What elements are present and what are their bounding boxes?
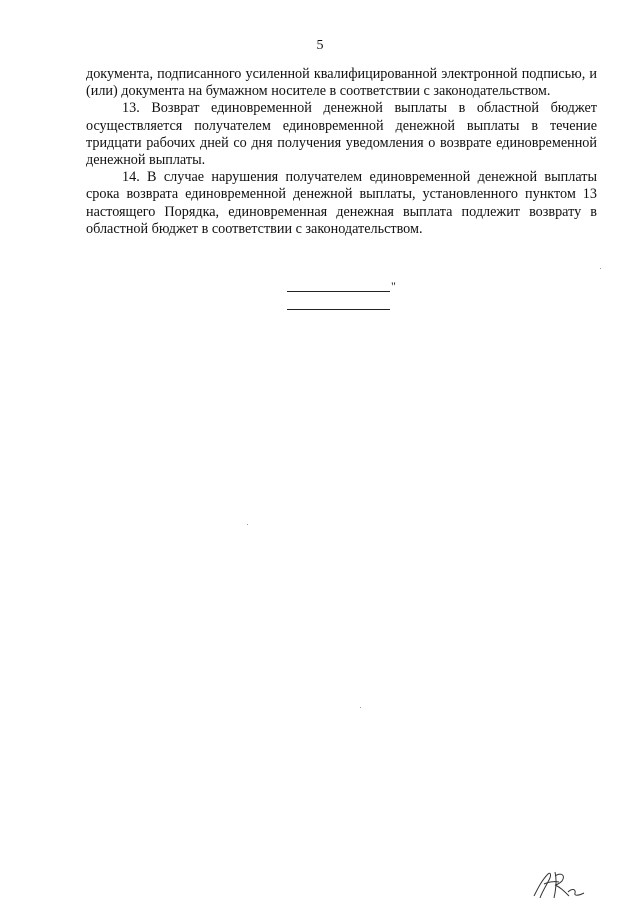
paragraph-continuation: документа, подписанного усиленной квалифицированной электронной подписью, и (или) документа на бумажном носителе в соответствии с законодательством. <box>86 66 597 100</box>
page-number: 5 <box>316 38 324 53</box>
scan-speck <box>247 524 248 525</box>
closing-rule-bottom <box>287 309 390 310</box>
handwritten-initials-icon <box>528 862 588 902</box>
closing-rule-top <box>287 291 390 292</box>
scan-speck <box>360 707 361 708</box>
paragraph-item-13: 13. Возврат единовременной денежной выплаты в областной бюджет осуществляется получателем единовременной денежной выплаты в течение тридцати рабочих дней со дня получения уведомления о возврате единовременной денежной выплаты. <box>86 100 597 169</box>
paragraph-item-14: 14. В случае нарушения получателем единовременной денежной выплаты срока возврата единовременной денежной выплаты, установленного пунктом 13 настоящего Порядка, единовременная денежная выплата подлежит возврату в областной бюджет в соответствии с законодательством. <box>86 169 597 237</box>
closing-quote-mark: " <box>391 279 396 293</box>
scan-speck <box>600 268 601 269</box>
document-body <box>86 66 597 238</box>
